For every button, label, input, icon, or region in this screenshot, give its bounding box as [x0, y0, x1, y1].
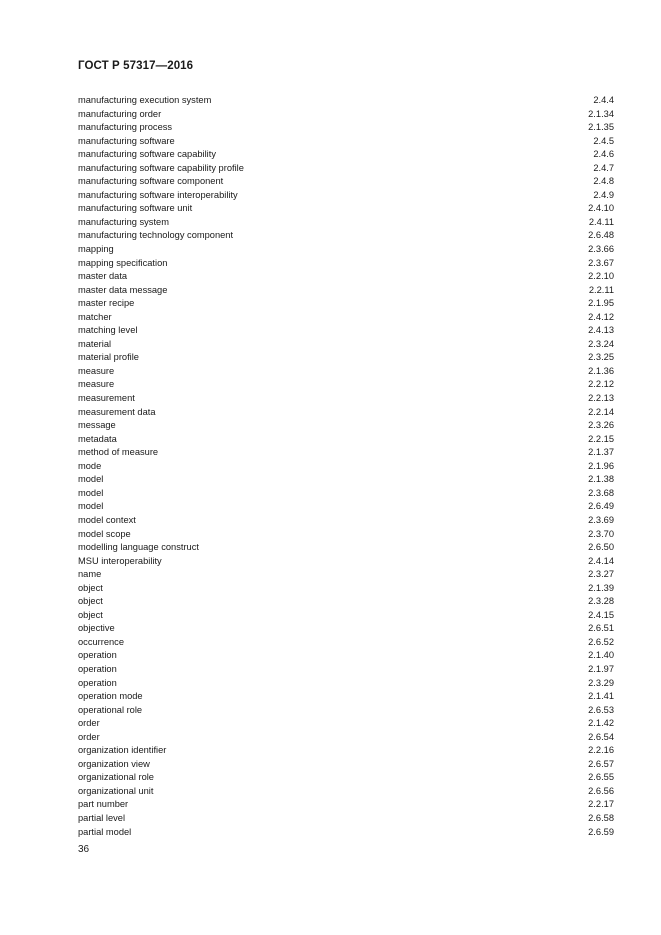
index-reference-number: 2.3.24 [588, 338, 614, 349]
index-entry [78, 609, 614, 623]
index-entry [78, 731, 614, 745]
index-entry [78, 378, 614, 392]
index-term: manufacturing execution system [78, 95, 212, 105]
index-entry [78, 582, 614, 596]
index-reference-number: 2.4.8 [593, 176, 614, 187]
index-entry [78, 812, 614, 826]
index-reference-number: 2.1.42 [588, 718, 614, 729]
index-term: measure [78, 365, 115, 376]
index-term: message [78, 420, 116, 431]
index-reference-number: 2.1.40 [588, 650, 614, 661]
index-entry [78, 744, 614, 758]
index-entry [78, 324, 614, 338]
index-reference-number: 2.6.50 [588, 542, 614, 553]
index-term: organizational unit [78, 785, 154, 796]
index-reference-number: 2.2.13 [588, 393, 614, 404]
index-reference-number: 2.6.49 [588, 501, 614, 512]
index-entry [78, 148, 614, 162]
index-reference-number: 2.3.68 [588, 487, 614, 498]
index-entry [78, 758, 614, 772]
index-entry [78, 704, 614, 718]
index-entry [78, 826, 614, 840]
index-reference-number: 2.6.59 [588, 826, 614, 837]
index-entry [78, 135, 614, 149]
index-reference-number: 2.6.55 [588, 772, 614, 783]
index-entry [78, 297, 614, 311]
index-entry [78, 216, 614, 230]
index-reference-number: 2.2.14 [588, 406, 614, 417]
index-term: operation [78, 650, 117, 661]
index-reference-number: 2.3.27 [588, 569, 614, 580]
index-reference-number: 2.6.58 [588, 812, 614, 823]
index-reference-number: 2.1.39 [588, 582, 614, 593]
index-reference-number: 2.1.97 [588, 663, 614, 674]
index-reference-number: 2.1.38 [588, 474, 614, 485]
index-term: model [78, 501, 104, 512]
index-reference-number: 2.3.67 [588, 257, 614, 268]
index-term: matching level [78, 325, 138, 336]
index-term: object [78, 582, 103, 593]
index-entry [78, 94, 614, 108]
index-entry [78, 636, 614, 650]
index-term: master data message [78, 284, 168, 295]
index-reference-number: 2.4.9 [593, 189, 614, 200]
index-entry [78, 284, 614, 298]
index-term: organizational role [78, 772, 154, 783]
index-term: mapping [78, 244, 114, 255]
index-term: manufacturing order [78, 108, 162, 119]
index-reference-number: 2.2.10 [588, 271, 614, 282]
index-reference-number: 2.6.53 [588, 704, 614, 715]
index-entry [78, 270, 614, 284]
index-reference-number: 2.1.96 [588, 460, 614, 471]
index-reference-number: 2.2.15 [588, 433, 614, 444]
index-reference-number: 2.4.13 [588, 325, 614, 336]
index-reference-number: 2.4.12 [588, 311, 614, 322]
index-term: master recipe [78, 298, 135, 309]
index-term: operation [78, 663, 117, 674]
index-entry [78, 555, 614, 569]
index-reference-number: 2.2.17 [588, 799, 614, 810]
index-term: manufacturing software unit [78, 203, 193, 214]
index-reference-number: 2.1.95 [588, 298, 614, 309]
index-entry [78, 690, 614, 704]
index-reference-number: 2.3.69 [588, 514, 614, 525]
index-entry [78, 338, 614, 352]
index-entry [78, 229, 614, 243]
index-reference-number: 2.6.51 [588, 623, 614, 634]
index-entry [78, 365, 614, 379]
index-term: modelling language construct [78, 542, 199, 553]
index-entry [78, 785, 614, 799]
index-term: metadata [78, 433, 117, 444]
index-entry [78, 311, 614, 325]
index-reference-number: 2.6.48 [588, 230, 614, 241]
index-entry [78, 677, 614, 691]
index-entry [78, 595, 614, 609]
index-term: manufacturing software interoperability [78, 189, 238, 200]
index-term: manufacturing software component [78, 176, 224, 187]
index-term: operational role [78, 704, 143, 715]
index-term: manufacturing system [78, 216, 169, 227]
index-term: part number [78, 799, 129, 810]
index-reference-number: 2.6.57 [588, 758, 614, 769]
index-reference-number: 2.4.6 [593, 149, 614, 160]
index-term: model [78, 487, 104, 498]
index-term: objective [78, 623, 115, 634]
index-term: partial level [78, 812, 126, 823]
index-term: model [78, 474, 104, 485]
index-reference-number: 2.3.29 [588, 677, 614, 688]
index-term: model context [78, 514, 136, 525]
index-term: material profile [78, 352, 139, 363]
index-entry [78, 406, 614, 420]
index-entry [78, 257, 614, 271]
index-entry [78, 108, 614, 122]
index-entry [78, 243, 614, 257]
index-term: manufacturing software [78, 135, 175, 146]
index-term: name [78, 569, 102, 580]
index-term: material [78, 338, 112, 349]
index-entry [78, 500, 614, 514]
index-entry [78, 419, 614, 433]
page-number: 36 [78, 844, 90, 855]
index-reference-number: 2.3.70 [588, 528, 614, 539]
index-reference-number: 2.1.36 [588, 365, 614, 376]
index-term: operation mode [78, 691, 143, 702]
index-reference-number: 2.6.56 [588, 785, 614, 796]
index-term: occurrence [78, 636, 124, 647]
index-reference-number: 2.1.34 [588, 108, 614, 119]
index-term: measurement data [78, 406, 156, 417]
index-term: model scope [78, 528, 131, 539]
index-reference-number: 2.4.11 [588, 216, 614, 227]
index-entry [78, 351, 614, 365]
index-entry [78, 487, 614, 501]
term-index-list [78, 94, 614, 839]
index-reference-number: 2.3.28 [588, 596, 614, 607]
index-reference-number: 2.1.37 [588, 447, 614, 458]
index-term: object [78, 609, 103, 620]
index-reference-number: 2.1.35 [588, 122, 614, 133]
index-term: object [78, 596, 103, 607]
index-entry [78, 392, 614, 406]
index-term: manufacturing software capability [78, 149, 216, 160]
index-entry [78, 473, 614, 487]
index-entry [78, 649, 614, 663]
index-term: MSU interoperability [78, 555, 162, 566]
index-term: organization identifier [78, 745, 167, 756]
index-term: measurement [78, 393, 135, 404]
index-entry [78, 622, 614, 636]
index-term: mapping specification [78, 257, 168, 268]
index-entry [78, 121, 614, 135]
index-entry [78, 798, 614, 812]
index-entry [78, 433, 614, 447]
index-entry [78, 460, 614, 474]
index-term: organization view [78, 758, 150, 769]
index-reference-number: 2.4.14 [588, 555, 614, 566]
index-entry [78, 189, 614, 203]
index-entry [78, 528, 614, 542]
index-reference-number: 2.2.12 [588, 379, 614, 390]
index-term: manufacturing software capability profile [78, 162, 244, 173]
index-term: master data [78, 271, 128, 282]
index-entry [78, 568, 614, 582]
index-entry [78, 162, 614, 176]
index-term: mode [78, 460, 102, 471]
index-term: manufacturing technology component [78, 230, 234, 241]
index-term: matcher [78, 311, 112, 322]
index-entry [78, 514, 614, 528]
index-reference-number: 2.3.66 [588, 244, 614, 255]
index-entry [78, 446, 614, 460]
index-entry [78, 175, 614, 189]
index-reference-number: 2.2.16 [588, 745, 614, 756]
index-reference-number: 2.4.15 [588, 609, 614, 620]
index-reference-number: 2.6.54 [588, 731, 614, 742]
index-reference-number: 2.3.25 [588, 352, 614, 363]
index-term: measure [78, 379, 115, 390]
document-header: ГОСТ Р 57317—2016 [78, 60, 194, 72]
index-entry [78, 202, 614, 216]
index-entry [78, 717, 614, 731]
index-entry [78, 663, 614, 677]
index-reference-number: 2.1.41 [588, 691, 614, 702]
index-term: partial model [78, 826, 132, 837]
index-reference-number: 2.6.52 [588, 636, 614, 647]
index-term: order [78, 718, 100, 729]
index-reference-number: 2.4.10 [588, 203, 614, 214]
index-term: order [78, 731, 100, 742]
index-reference-number: 2.3.26 [588, 420, 614, 431]
index-reference-number: 2.4.7 [593, 162, 614, 173]
index-term: operation [78, 677, 117, 688]
index-term: method of measure [78, 447, 159, 458]
index-reference-number: 2.2.11 [588, 284, 614, 295]
index-reference-number: 2.4.4 [593, 95, 614, 105]
index-entry [78, 541, 614, 555]
index-entry [78, 771, 614, 785]
index-reference-number: 2.4.5 [593, 135, 614, 146]
index-term: manufacturing process [78, 122, 173, 133]
